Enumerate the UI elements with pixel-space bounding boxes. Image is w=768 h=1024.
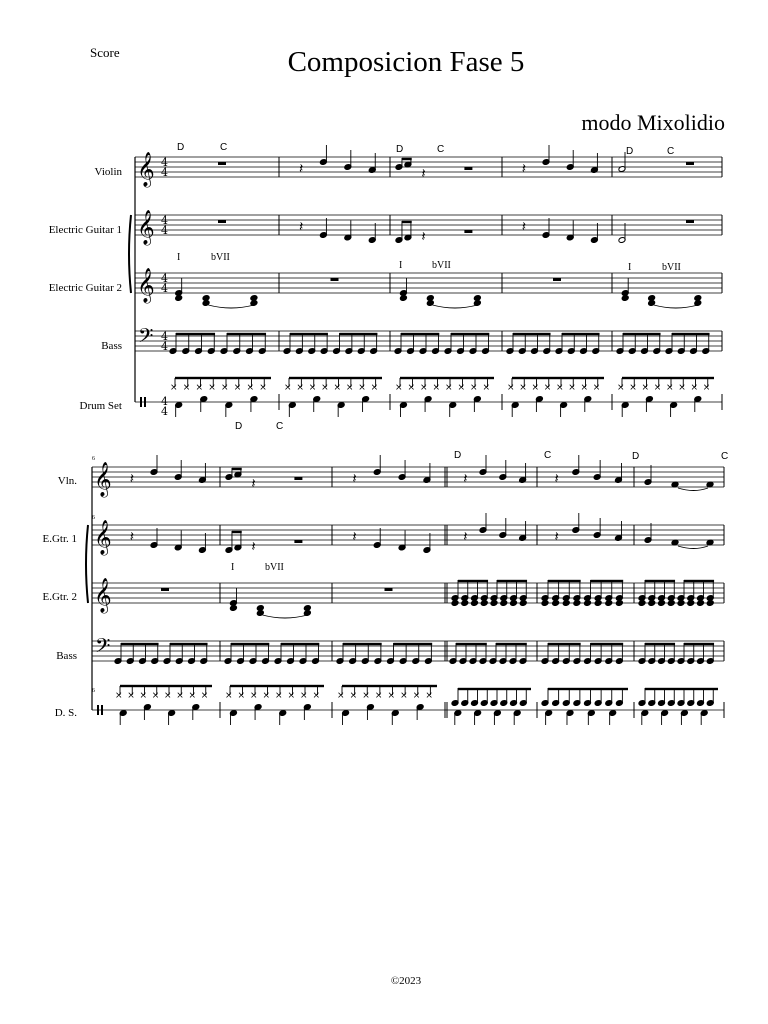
whole-rest [464, 167, 472, 170]
beam [232, 468, 242, 470]
percussion-clef [101, 705, 103, 715]
whole-rest [161, 588, 169, 591]
hihat-note: × [225, 691, 233, 701]
hihat-note: × [308, 383, 317, 393]
beam [402, 158, 412, 160]
beam [340, 333, 378, 335]
beam [451, 333, 489, 335]
quarter-rest: 𝄽 [421, 166, 426, 182]
tie [433, 305, 478, 308]
instrument-name-guitar-2-short: E.Gtr. 2 [42, 591, 77, 603]
beam [343, 643, 382, 645]
hihat-note: × [287, 691, 296, 701]
hihat-note: × [470, 383, 478, 393]
hihat-note: × [543, 383, 552, 393]
beam [591, 580, 624, 582]
time-signature: 4 [161, 282, 168, 295]
measure-number: 6 [92, 515, 95, 521]
tie [678, 488, 708, 491]
hihat-note: × [259, 383, 267, 393]
treble-clef: 𝄞 [94, 578, 112, 613]
hihat-note: × [592, 383, 601, 393]
hihat-note: × [445, 383, 453, 393]
notehead [615, 600, 623, 607]
beam [394, 643, 433, 645]
chord-symbol: D [454, 450, 462, 461]
notehead [594, 600, 602, 607]
chord-symbol: C [437, 144, 445, 155]
treble-clef: 𝄞 [94, 520, 112, 555]
time-signature: 4 [161, 156, 168, 169]
time-signature: 4 [161, 405, 168, 418]
quarter-rest: 𝄽 [352, 529, 357, 545]
quarter-rest: 𝄽 [251, 539, 256, 555]
hihat-note: × [678, 383, 686, 393]
chord-symbol: D [396, 144, 404, 155]
quarter-rest: 𝄽 [298, 161, 304, 177]
roman-numeral: I [399, 260, 403, 271]
hihat-note: × [312, 691, 321, 701]
time-signature: 4 [161, 166, 168, 179]
measure-number: 6 [92, 456, 95, 462]
hihat-note: × [457, 383, 466, 393]
notehead [461, 600, 469, 607]
notehead [677, 600, 685, 607]
hihat-note: × [420, 383, 428, 393]
instrument-name-bass-short: Bass [56, 650, 77, 662]
beam [591, 643, 624, 645]
hihat-note: × [407, 383, 416, 393]
quarter-rest: 𝄽 [352, 471, 357, 487]
bass-clef: 𝄢 [95, 634, 111, 662]
treble-clef: 𝄞 [137, 152, 155, 187]
beam [645, 688, 718, 690]
chord-symbol: C [276, 421, 284, 432]
notehead [510, 600, 518, 607]
beam [401, 333, 439, 335]
hihat-note: × [617, 383, 625, 393]
beam [170, 643, 208, 645]
beam [645, 643, 675, 645]
hihat-note: × [412, 691, 421, 701]
hihat-note: × [653, 383, 662, 393]
tie [678, 546, 708, 549]
hihat-note: × [246, 383, 255, 393]
time-signature: 4 [161, 272, 168, 285]
notehead [562, 600, 570, 607]
chord-symbol: D [235, 421, 243, 432]
instrument-name-guitar-1-short: E.Gtr. 1 [42, 533, 77, 545]
notehead [648, 600, 656, 607]
brace [86, 525, 88, 603]
notehead [658, 600, 666, 607]
beam [548, 580, 581, 582]
time-signature: 4 [161, 224, 168, 237]
quarter-rest: 𝄽 [463, 471, 468, 487]
hihat-note: × [182, 383, 191, 393]
chord-symbol: D [626, 146, 634, 157]
beam [456, 643, 487, 645]
whole-rest [553, 278, 561, 281]
hihat-note: × [333, 383, 342, 393]
whole-rest [464, 230, 472, 233]
notehead [519, 600, 527, 607]
hihat-note: × [221, 383, 229, 393]
whole-rest [294, 540, 302, 543]
quarter-rest: 𝄽 [554, 471, 559, 487]
hihat-note: × [358, 383, 366, 393]
beam [496, 643, 527, 645]
beam [622, 377, 714, 379]
hihat-note: × [432, 383, 441, 393]
hihat-note: × [300, 691, 308, 701]
roman-numeral: bVII [211, 252, 230, 263]
percussion-clef [140, 397, 142, 407]
hihat-note: × [482, 383, 491, 393]
notehead [638, 600, 646, 607]
beam [458, 580, 488, 582]
hihat-note: × [531, 383, 540, 393]
brace [129, 215, 131, 293]
hihat-note: × [195, 383, 204, 393]
beam [684, 643, 714, 645]
hihat-note: × [666, 383, 674, 393]
instrument-name-guitar-1: Electric Guitar 1 [48, 224, 122, 236]
whole-rest [294, 477, 302, 480]
hihat-note: × [519, 383, 527, 393]
time-signature: 4 [161, 340, 168, 353]
hihat-note: × [115, 691, 123, 701]
chord-symbol: C [721, 451, 729, 462]
beam [120, 685, 212, 687]
time-signature: 4 [161, 214, 168, 227]
chord-symbol: C [667, 146, 675, 157]
notehead [175, 295, 183, 302]
notehead [471, 600, 479, 607]
notehead [541, 600, 549, 607]
beam [230, 685, 324, 687]
tie [654, 305, 698, 308]
hihat-note: × [127, 691, 135, 701]
hihat-note: × [237, 691, 246, 701]
beam [548, 643, 581, 645]
instrument-name-violin-short: Vln. [57, 475, 77, 487]
beam [513, 333, 551, 335]
beam [402, 221, 412, 223]
hihat-note: × [507, 383, 515, 393]
quarter-rest: 𝄽 [421, 229, 426, 245]
hihat-note: × [139, 691, 148, 701]
roman-numeral: I [177, 252, 181, 263]
beam [623, 333, 661, 335]
notehead [573, 600, 581, 607]
treble-clef: 𝄞 [94, 462, 112, 497]
hihat-note: × [690, 383, 699, 393]
score-label: Score [90, 45, 120, 60]
hihat-note: × [188, 691, 197, 701]
beam [512, 377, 604, 379]
hihat-note: × [233, 383, 242, 393]
instrument-name-violin: Violin [94, 166, 122, 178]
beam [672, 333, 710, 335]
hihat-note: × [284, 383, 292, 393]
roman-numeral: bVII [432, 260, 451, 271]
hihat-note: × [275, 691, 283, 701]
page-title: Composicion Fase 5 [287, 46, 525, 78]
notehead [552, 600, 560, 607]
beam [548, 688, 628, 690]
mode-subtitle: modo Mixolidio [581, 110, 725, 135]
notehead [451, 600, 459, 607]
percussion-clef [97, 705, 99, 715]
hihat-note: × [176, 691, 184, 701]
beam [121, 643, 159, 645]
beam [342, 685, 437, 687]
beam [458, 688, 531, 690]
hihat-note: × [374, 691, 383, 701]
chord-symbol: D [632, 451, 640, 462]
whole-rest [686, 220, 694, 223]
quarter-rest: 𝄽 [554, 529, 559, 545]
hihat-note: × [349, 691, 358, 701]
hihat-note: × [345, 383, 354, 393]
notehead [400, 295, 408, 302]
measure-number: 6 [92, 688, 95, 694]
beam [684, 580, 714, 582]
hihat-note: × [395, 383, 403, 393]
notehead [500, 600, 508, 607]
whole-rest [218, 162, 226, 165]
beam [290, 333, 328, 335]
beam [227, 333, 266, 335]
time-signature: 4 [161, 330, 168, 343]
quarter-rest: 𝄽 [463, 529, 468, 545]
notehead [490, 600, 498, 607]
hihat-note: × [629, 383, 637, 393]
notehead [687, 600, 695, 607]
hihat-note: × [208, 383, 216, 393]
quarter-rest: 𝄽 [251, 476, 256, 492]
notehead [480, 600, 488, 607]
beam [175, 377, 271, 379]
chord-symbol: D [177, 142, 185, 153]
hihat-note: × [400, 691, 408, 701]
instrument-name-bass: Bass [101, 340, 122, 352]
tie [263, 615, 308, 618]
hihat-note: × [170, 383, 178, 393]
hihat-note: × [370, 383, 379, 393]
notehead [584, 600, 592, 607]
roman-numeral: I [628, 262, 632, 273]
hihat-note: × [568, 383, 576, 393]
quarter-rest: 𝄽 [129, 471, 135, 487]
notehead [621, 295, 629, 302]
quarter-rest: 𝄽 [521, 219, 527, 235]
instrument-name-drum-set-short: D. S. [54, 707, 77, 719]
hihat-note: × [702, 383, 711, 393]
hihat-note: × [425, 691, 433, 701]
notehead [706, 600, 714, 607]
hihat-note: × [151, 691, 160, 701]
treble-clef: 𝄞 [137, 268, 155, 303]
beam [176, 333, 215, 335]
hihat-note: × [296, 383, 304, 393]
roman-numeral: bVII [265, 562, 284, 573]
hihat-note: × [362, 691, 370, 701]
beam [562, 333, 600, 335]
chord-symbol: C [220, 142, 228, 153]
percussion-clef [144, 397, 146, 407]
treble-clef: 𝄞 [137, 210, 155, 245]
hihat-note: × [556, 383, 564, 393]
whole-rest [385, 588, 393, 591]
roman-numeral: I [231, 562, 235, 573]
hihat-note: × [321, 383, 329, 393]
hihat-note: × [580, 383, 589, 393]
time-signature: 4 [161, 395, 168, 408]
whole-rest [331, 278, 339, 281]
hihat-note: × [164, 691, 172, 701]
quarter-rest: 𝄽 [521, 161, 527, 177]
chord-symbol: C [544, 450, 552, 461]
quarter-rest: 𝄽 [129, 529, 135, 545]
notehead [697, 600, 705, 607]
hihat-note: × [200, 691, 209, 701]
hihat-note: × [250, 691, 258, 701]
tie [208, 305, 254, 308]
beam [231, 643, 269, 645]
copyright: ©2023 [390, 975, 422, 987]
hihat-note: × [387, 691, 396, 701]
beam [497, 580, 527, 582]
bass-clef: 𝄢 [138, 324, 154, 352]
beam [232, 531, 242, 533]
quarter-rest: 𝄽 [298, 219, 304, 235]
beam [281, 643, 319, 645]
roman-numeral: bVII [662, 262, 681, 273]
beam [400, 377, 494, 379]
hihat-note: × [337, 691, 345, 701]
whole-rest [218, 220, 226, 223]
notehead [605, 600, 613, 607]
beam [645, 580, 675, 582]
hihat-note: × [641, 383, 650, 393]
notehead [230, 605, 238, 612]
beam [289, 377, 382, 379]
hihat-note: × [262, 691, 271, 701]
instrument-name-drum-set: Drum Set [79, 400, 122, 412]
whole-rest [686, 162, 694, 165]
instrument-name-guitar-2: Electric Guitar 2 [48, 282, 122, 294]
notehead [667, 600, 675, 607]
